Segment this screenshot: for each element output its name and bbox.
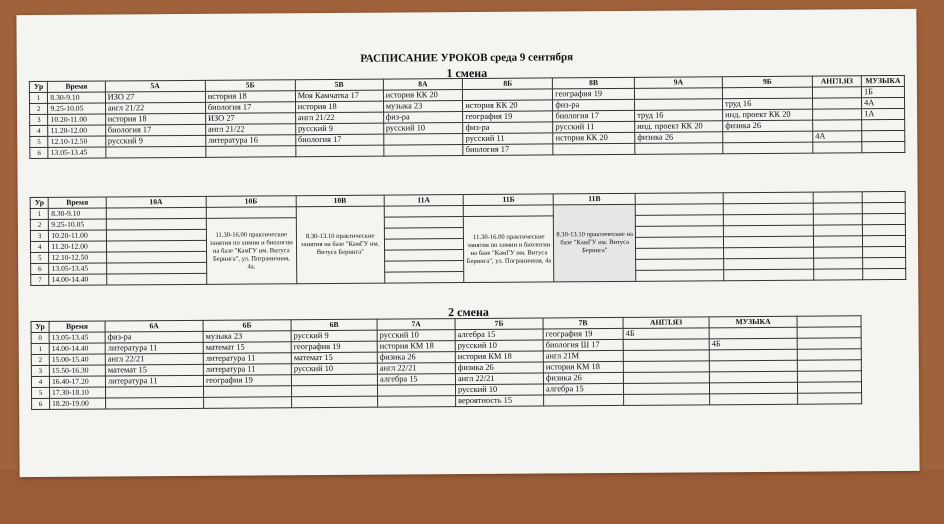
lesson-cell: русский 9 xyxy=(291,330,377,342)
lesson-cell xyxy=(724,247,814,259)
lesson-cell xyxy=(384,217,464,229)
lesson-time: 10.20-11.00 xyxy=(48,114,105,125)
practice-note-10b: 11.30-16.00 практические занятия по химии и биологии на базе "КамГУ им. Витуса Беринга", ул. Пограничная, 4а. xyxy=(206,218,296,285)
column-header: Ур xyxy=(29,81,47,92)
lesson-time: 17.30-18.10 xyxy=(49,387,105,398)
lesson-cell xyxy=(204,397,292,409)
lesson-time: 14.00-14.40 xyxy=(49,274,106,285)
lesson-cell xyxy=(106,273,206,285)
lesson-number: 2 xyxy=(30,219,48,230)
practice-note-11b: 11.30-16.00 практические занятия по химии и биологии на базе "КамГУ им. Витуса Беринга", ул. Пограничная, 4а xyxy=(464,216,554,283)
lesson-cell xyxy=(723,131,813,143)
lesson-cell xyxy=(106,207,206,219)
lesson-number: 1 xyxy=(30,208,48,219)
column-header xyxy=(723,192,813,204)
lesson-cell xyxy=(624,394,710,406)
lesson-cell: география 19 xyxy=(463,111,553,123)
lesson-cell xyxy=(106,251,206,263)
lesson-cell xyxy=(709,360,797,372)
lesson-cell xyxy=(292,396,378,408)
lesson-cell xyxy=(710,393,798,405)
lesson-cell xyxy=(464,205,554,217)
lesson-cell xyxy=(635,99,723,111)
lesson-cell xyxy=(862,119,905,130)
lesson-cell xyxy=(863,246,906,257)
lesson-cell: физика 26 xyxy=(635,132,723,144)
lesson-cell xyxy=(814,269,863,280)
lesson-cell: 4А xyxy=(862,97,905,108)
lesson-cell xyxy=(798,393,862,404)
lesson-time: 18.20-19.00 xyxy=(50,398,106,409)
column-header: 9А xyxy=(634,77,722,89)
lesson-cell xyxy=(797,382,861,393)
lesson-cell: 4Б xyxy=(623,328,709,340)
lesson-cell: история КК 20 xyxy=(463,100,553,112)
lesson-cell xyxy=(635,143,723,155)
column-header: Время xyxy=(48,81,105,92)
lesson-cell: физ-ра xyxy=(383,112,463,124)
lesson-cell xyxy=(723,142,813,154)
lesson-cell xyxy=(106,397,204,409)
lesson-time: 13.05-13.45 xyxy=(49,263,106,274)
lesson-time: 10.20-11.00 xyxy=(49,230,106,241)
lesson-cell: география 19 xyxy=(203,375,291,387)
lesson-number: 4 xyxy=(31,376,49,387)
column-header: МУЗЫКА xyxy=(861,75,904,86)
lesson-cell xyxy=(813,236,862,247)
lesson-cell: англ 21/22 xyxy=(295,112,383,124)
lesson-cell xyxy=(813,214,862,225)
lesson-cell xyxy=(106,262,206,274)
lesson-cell xyxy=(384,250,464,262)
column-header: 7Б xyxy=(455,318,543,330)
lesson-cell: англ 21/22 xyxy=(205,124,295,136)
lesson-cell xyxy=(812,87,861,98)
lesson-number: 2 xyxy=(30,103,48,114)
column-header: 9Б xyxy=(722,76,812,88)
lesson-time: 15.50-16.30 xyxy=(49,365,105,376)
lesson-cell: история КМ 18 xyxy=(543,361,623,373)
lesson-cell xyxy=(862,213,905,224)
lesson-number: 4 xyxy=(30,241,48,252)
lesson-cell xyxy=(623,339,709,351)
lesson-time: 15.00-15.40 xyxy=(49,354,105,365)
lesson-cell: вероятность 15 xyxy=(456,395,544,407)
lesson-cell xyxy=(813,203,862,214)
lesson-cell xyxy=(635,88,723,100)
column-header xyxy=(862,191,905,202)
lesson-cell: литература 16 xyxy=(206,135,296,147)
lesson-cell xyxy=(105,146,205,158)
lesson-cell: биология Ш 17 xyxy=(543,339,623,351)
lesson-cell: 4Б xyxy=(709,338,797,350)
lesson-number: 6 xyxy=(30,147,48,158)
lesson-cell: ИЗО 27 xyxy=(105,91,205,103)
lesson-cell: англ 22/21 xyxy=(105,353,203,365)
lesson-cell xyxy=(544,394,624,406)
lesson-time: 16.40-17.20 xyxy=(49,376,105,387)
lesson-cell xyxy=(862,224,905,235)
lesson-cell xyxy=(623,383,709,395)
lesson-cell: физ-ра xyxy=(553,99,635,111)
column-header: Время xyxy=(49,321,105,332)
lesson-cell: 1А xyxy=(862,108,905,119)
lesson-cell: музыка 23 xyxy=(203,331,291,343)
lesson-cell xyxy=(797,327,861,338)
lesson-time: 11.20-12.00 xyxy=(49,241,106,252)
lesson-cell xyxy=(296,145,384,157)
lesson-cell: география 19 xyxy=(291,341,377,353)
lesson-cell xyxy=(813,247,862,258)
lesson-cell xyxy=(383,145,463,157)
column-header: 7В xyxy=(543,317,623,329)
lesson-cell: физика 26 xyxy=(723,120,813,132)
lesson-cell: русский 10 xyxy=(383,123,463,135)
lesson-cell xyxy=(106,240,206,252)
lesson-number: 2 xyxy=(31,354,49,365)
column-header: 6Б xyxy=(203,320,291,332)
lesson-cell xyxy=(724,258,814,270)
lesson-cell xyxy=(203,386,291,398)
column-header xyxy=(813,192,862,203)
lesson-cell: литература 11 xyxy=(203,364,291,376)
lesson-cell xyxy=(106,229,206,241)
shift-2-label: 2 смена xyxy=(448,304,489,320)
column-header: 10В xyxy=(296,195,384,207)
lesson-cell: англ 21/22 xyxy=(105,102,205,114)
lesson-cell xyxy=(863,268,906,279)
lesson-cell xyxy=(384,239,464,251)
lesson-cell xyxy=(709,382,797,394)
lesson-cell xyxy=(862,141,905,152)
lesson-cell: англ 22/21 xyxy=(377,363,455,375)
lesson-cell xyxy=(384,206,464,218)
lesson-cell xyxy=(813,225,862,236)
practice-note-11v: 8.30-13.10 практические на базе "КамГУ им. Витуса Беринга" xyxy=(554,204,636,282)
lesson-cell xyxy=(724,269,814,281)
lesson-cell: Моя Камчатка 17 xyxy=(295,90,383,102)
lesson-number: 6 xyxy=(32,398,50,409)
column-header: 11В xyxy=(553,193,635,205)
lesson-cell xyxy=(813,120,862,131)
lesson-cell: литература 11 xyxy=(105,342,203,354)
lesson-cell: алгебра 15 xyxy=(543,383,623,395)
lesson-cell: труд 16 xyxy=(722,98,812,110)
lesson-cell: физика 26 xyxy=(543,372,623,384)
lesson-time: 8.30-9.10 xyxy=(48,92,105,103)
lesson-cell: русский 10 xyxy=(377,330,455,342)
lesson-cell xyxy=(862,202,905,213)
lesson-cell xyxy=(862,130,905,141)
lesson-cell: география 19 xyxy=(543,328,623,340)
shift-2-table xyxy=(31,315,863,410)
lesson-cell xyxy=(797,338,861,349)
lesson-cell xyxy=(635,215,723,227)
column-header: 8Б xyxy=(463,78,553,90)
lesson-cell xyxy=(291,374,377,386)
column-header: 8В xyxy=(553,77,635,89)
lesson-cell xyxy=(623,372,709,384)
lesson-cell: литература 11 xyxy=(203,353,291,365)
lesson-cell: литература 11 xyxy=(105,375,203,387)
lesson-cell: физика 26 xyxy=(455,362,543,374)
column-header: 6А xyxy=(105,320,203,332)
lesson-cell: история КМ 18 xyxy=(377,341,455,353)
lesson-cell xyxy=(797,360,861,371)
lesson-number: 6 xyxy=(31,263,49,274)
lesson-cell: 1Б xyxy=(861,86,904,97)
lesson-cell: история 18 xyxy=(205,91,295,103)
lesson-time: 12.10-12.50 xyxy=(48,136,105,147)
lesson-time: 8.30-9.10 xyxy=(49,208,106,219)
lesson-cell xyxy=(384,261,464,273)
lesson-cell xyxy=(384,272,464,284)
column-header: 10Б xyxy=(206,196,296,208)
lesson-cell xyxy=(813,142,862,153)
column-header: 8А xyxy=(383,79,463,91)
lesson-cell: история КК 20 xyxy=(553,132,635,144)
column-header xyxy=(635,193,723,205)
lesson-number: 5 xyxy=(31,387,49,398)
lesson-cell xyxy=(636,259,724,271)
lesson-cell: физ-ра xyxy=(463,122,553,134)
lesson-number: 1 xyxy=(31,343,49,354)
column-header: 5А xyxy=(105,80,205,92)
column-header: 5Б xyxy=(205,80,295,92)
lesson-cell xyxy=(636,270,724,282)
lesson-cell xyxy=(105,386,203,398)
lesson-cell: история 18 xyxy=(105,113,205,125)
lesson-cell: русский 11 xyxy=(463,133,553,145)
lesson-cell xyxy=(377,385,455,397)
lesson-cell xyxy=(723,214,813,226)
lesson-cell: история КМ 18 xyxy=(455,351,543,363)
lesson-number: 5 xyxy=(30,136,48,147)
lesson-time: 14.00-14.40 xyxy=(49,343,105,354)
lesson-cell: физика 26 xyxy=(377,352,455,364)
column-header: 6В xyxy=(291,319,377,331)
lesson-cell xyxy=(862,235,905,246)
lesson-cell xyxy=(463,89,553,101)
lesson-cell xyxy=(863,257,906,268)
lesson-number: 7 xyxy=(31,274,49,285)
lesson-cell: алгебра 15 xyxy=(455,329,543,341)
lesson-cell xyxy=(206,146,296,158)
lesson-cell: биология 17 xyxy=(205,102,295,114)
lesson-cell: русский 9 xyxy=(105,135,205,147)
lesson-cell xyxy=(797,349,861,360)
shift-1-label: 1 смена xyxy=(446,65,488,81)
lesson-number: 3 xyxy=(31,365,49,376)
lesson-cell: русский 10 xyxy=(455,340,543,352)
lesson-cell xyxy=(723,236,813,248)
lesson-number: 1 xyxy=(29,92,47,103)
lesson-cell xyxy=(722,87,812,99)
lesson-cell: англ 21М xyxy=(543,350,623,362)
shift-1-table-grades-10-11 xyxy=(30,191,907,286)
lesson-cell: русский 10 xyxy=(455,384,543,396)
lesson-cell: русский 10 xyxy=(291,363,377,375)
lesson-time: 11.20-12.00 xyxy=(48,125,105,136)
lesson-cell xyxy=(623,361,709,373)
lesson-time: 12.10-12.50 xyxy=(49,252,106,263)
schedule-sheet xyxy=(16,9,919,477)
lesson-cell: музыка 23 xyxy=(383,101,463,113)
lesson-number: 5 xyxy=(31,252,49,263)
lesson-cell xyxy=(635,226,723,238)
lesson-cell: биология 17 xyxy=(553,110,635,122)
lesson-cell xyxy=(384,228,464,240)
lesson-cell xyxy=(636,248,724,260)
column-header: Ур xyxy=(30,197,48,208)
lesson-cell: русский 11 xyxy=(553,121,635,133)
column-header xyxy=(797,316,861,327)
column-header: Ур xyxy=(31,321,49,332)
lesson-cell xyxy=(723,225,813,237)
lesson-time: 13.05-13.45 xyxy=(49,332,105,343)
lesson-number: 3 xyxy=(30,114,48,125)
page-title: РАСПИСАНИЕ УРОКОВ среда 9 сентября xyxy=(360,51,574,65)
practice-note-10v: 8.30-13.10 практические занятия на базе "КамГУ им. Витуса Беринга" xyxy=(296,206,384,284)
column-header: АНГЛ.ЯЗ xyxy=(812,76,861,87)
column-header: 5В xyxy=(295,79,383,91)
column-header: Время xyxy=(49,197,106,208)
lesson-cell xyxy=(291,385,377,397)
column-header: АНГЛ.ЯЗ xyxy=(623,317,709,329)
lesson-cell xyxy=(814,258,863,269)
column-header: МУЗЫКА xyxy=(709,316,797,328)
table-surface xyxy=(0,470,944,524)
lesson-number: 4 xyxy=(30,125,48,136)
lesson-cell: англ 22/21 xyxy=(455,373,543,385)
lesson-number: 3 xyxy=(30,230,48,241)
lesson-cell: биология 17 xyxy=(105,124,205,136)
lesson-cell: алгебра 15 xyxy=(377,374,455,386)
column-header: 10А xyxy=(106,196,206,208)
lesson-cell xyxy=(623,350,709,362)
lesson-time: 9.25-10.05 xyxy=(48,103,105,114)
column-header: 7А xyxy=(377,319,455,331)
lesson-cell: 4А xyxy=(813,131,862,142)
lesson-cell xyxy=(709,371,797,383)
lesson-cell: биология 17 xyxy=(463,144,553,156)
lesson-cell xyxy=(553,143,635,155)
lesson-cell xyxy=(378,396,456,408)
lesson-cell: математ 15 xyxy=(105,364,203,376)
lesson-cell xyxy=(797,371,861,382)
lesson-cell: физ-ра xyxy=(105,331,203,343)
lesson-cell: ИЗО 27 xyxy=(205,113,295,125)
lesson-cell: история 18 xyxy=(295,101,383,113)
lesson-number: 0 xyxy=(31,332,49,343)
lesson-cell xyxy=(709,349,797,361)
shift-1-table-grades-5-9 xyxy=(29,75,906,159)
lesson-cell xyxy=(813,109,862,120)
column-header: 11А xyxy=(384,195,464,207)
lesson-cell: труд 16 xyxy=(635,110,723,122)
lesson-cell: математ 15 xyxy=(203,342,291,354)
lesson-cell xyxy=(106,218,206,230)
lesson-cell: география 19 xyxy=(553,88,635,100)
lesson-cell xyxy=(636,237,724,249)
lesson-cell xyxy=(635,204,723,216)
lesson-time: 13.05-13.45 xyxy=(48,147,105,158)
lesson-cell xyxy=(709,327,797,339)
lesson-cell: русский 9 xyxy=(295,123,383,135)
lesson-cell: математ 15 xyxy=(291,352,377,364)
lesson-cell: инд. проект КК 20 xyxy=(723,109,813,121)
column-header: 11Б xyxy=(464,194,554,206)
lesson-time: 9.25-10.05 xyxy=(49,219,106,230)
lesson-cell xyxy=(723,203,813,215)
lesson-cell: биология 17 xyxy=(295,134,383,146)
lesson-cell: история КК 20 xyxy=(383,90,463,102)
lesson-cell xyxy=(812,98,861,109)
lesson-cell xyxy=(206,207,296,219)
lesson-cell xyxy=(383,134,463,146)
lesson-cell: инд. проект КК 20 xyxy=(635,121,723,133)
